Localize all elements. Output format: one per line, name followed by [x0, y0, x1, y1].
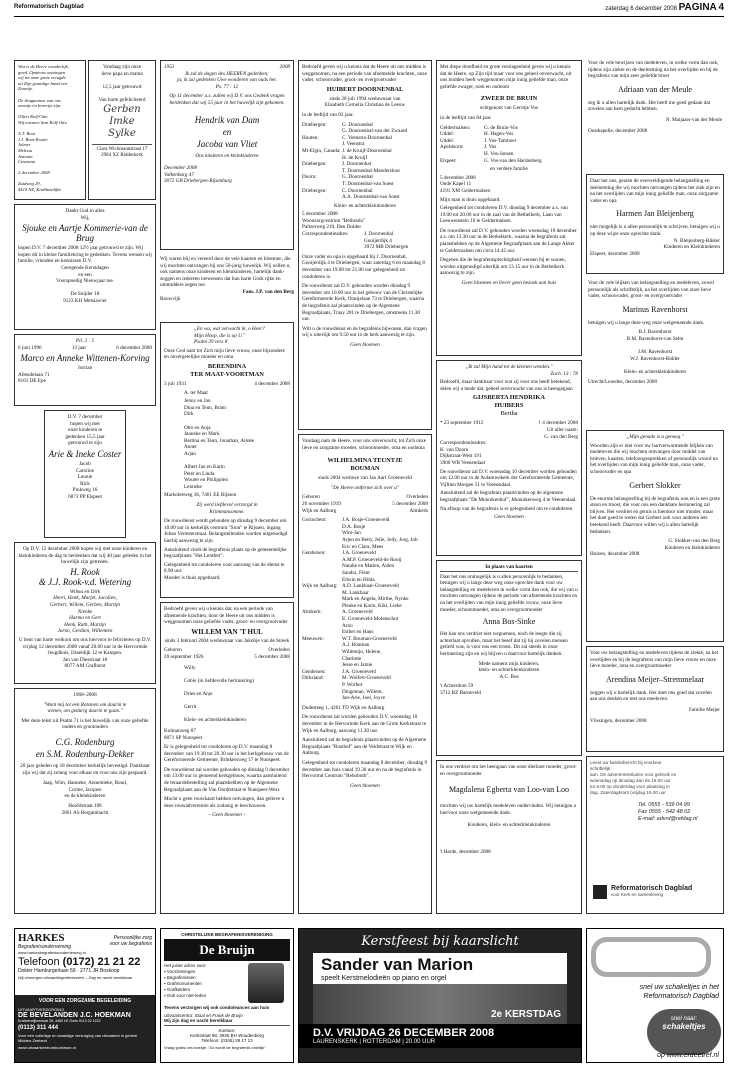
text-line: hopen wij met: [70, 420, 100, 427]
text-line: Henk, Ruth, Martijn: [64, 621, 106, 628]
text-line: Willy: [184, 664, 196, 671]
text-line: Dijkstraat-West 191: [440, 453, 482, 460]
text-line: Nienke: [77, 608, 93, 615]
obituary-bouman: Vandaag nam de Heere, voor ons onverwacht, tot Zich onze lieve en zorgzame moeder, schoonmoeder, oma en oudoma WILHELMINA TEUNTJE BOUMAN sinds 2004 weduwe van Jan Aart Groeneveld "De Heere ontferme zich over u" Geboren Overleden 26 november 1919 5 december 2008 Wijk en Aalburg Almkerk Gorinchem: J.A. Bosje-Groeneveld D.A. Bosje Wim-Jan Arjen en Betty, Jelle, Jody, Jorg, Job Eric en Clara, Mees Gendersen: J.A. Groeneveld A.M.P. Groeneveld-de Rooij Natalie en Matien, Aiden Sandra, Fleur Edwin en Hilda Wijk en Aalburg: A.D. Lankhaar-Groeneveld M. Lankhaar Mark en Angela, Mirthe, Nynke Pleuke en Karin, Kiki, Lieke Almkerk: A. Groeneveld E. Groeneveld-Molenschot Arno Esther en Hans Meeuwen: W.T. Bouman-Groeneveld A.J. Bouman Willemijn, Helene, Charlotte Jesse en Jamie Gendersen: J.A. Groeneveld Dirksland: M. Wolfert-Groeneveld P. Wolfert Dingeman, Willem, Jan-Arie, Joel, Joyce Dodesteeg 1, 4261 TD Wijk en Aalburg De rouwdienst zal worden gehouden D.V. woensdag 10 december in de Hervormde Kerk aan de Grote Kerkstraat te Wijk en Aalburg, aanvang 11.30 uur. Aansluitend zal de begrafenis plaatsvinden op de Algemene Begraafplaats "Rusthof" aan de Veldstraat te Wijk en Aalburg. Gelegenheid tot condoleren maandag 8 december, dinsdag 9 december aan huis vanaf 19.30 uur en na de begrafenis in Hervormd Centrum "Rehoboth". Geen bloemen: [298, 434, 432, 914]
text-line: Hoofdstraat 108: [68, 802, 102, 809]
text-line: en een: [78, 271, 92, 278]
text-line: Zuidweg 29,: [18, 181, 41, 187]
text-line: „En wa, wat verwacht ik, o Heer?: [194, 326, 265, 332]
text-line: getrouwd te zijn: [68, 440, 102, 447]
text-line: 't Achterdom 59: [440, 683, 474, 690]
family-row: Apeldoorn: J. Vos H. Vos-Jansen: [440, 144, 514, 157]
text-line: 2 december 2008: [18, 170, 50, 176]
family-row: Wijk en Aalburg: A.D. Lankhaar-Groeneveld M. Lankhaar Mark en Angela, Mirthe, Nynke Pleuke en Karin, Kiki, Lieke: [302, 583, 409, 609]
text-line: A.C. Bos: [499, 673, 519, 680]
text-line: Janneke en Mark: [184, 431, 220, 438]
text-line: Leonie: [77, 474, 93, 481]
obituary-doornenbal: Bedroefd geven wij u kennis dat de Heere uit ons midden is weggenomen, na een periode van afnemende krachten, onze vader, schoonvader, groot- en overgrootvader HUIBERT DOORNENBAL sinds 28 juli 1994 weduwnaar van Elisabeth Cornelia Christina de Leeuw in de leeftijd van 83 jaar. Driebergen: G. Doornenbal G. Doornenbal-van der Zwaard Houten: C. Veenstra-Doornenbal J. Veenstra Mt-Elgin, Canada: J. de Kruijf-Doornenbal H. de Kruijf Driebergen: J. Doornenbal T. Doornenbal-Mandersloot Doorn: G. Doornenbal T. Doornenbal-van Soest Driebergen: C. Doornenbal A.A. Doornenbal-van Soest Klein- en achterkleinkinderen 5 december 2008 Woonzorgcentrum "Bethesda" Paltzerweg 210, Den Dolder Correspondentieadres: J. Doornenbal Gooijerdijk 4 3972 MB Driebergen Onze vader en opa is opgebaard bij J. Doornenbal, Gooijerdijk 4 te Driebergen, waar zaterdag 6 en maandag 8 december van 19.00 tot 21.00 uur gelegenheid tot condoleren is. De rouwdienst zal D.V. gehouden worden dinsdag 9 december om 10.00 uur in het gebouw van de Christelijke Gereformeerde Kerk, Oranjelaan 73 te Driebergen, waarna de begrafenis zal plaatsvinden op de Algemene Begraafplaats, Traay 201 te Driebergen, omstreeks 11.30 uur. Wilt u de rouwdienst en de begrafenis bijwonen, dan vragen wij u uiterlijk om 9.50 uur in de kerk aanwezig te zijn. Geen bloemen: [298, 60, 432, 430]
family-row: Uddel: J. Vos-Tamboer: [440, 137, 517, 144]
text-line: Psalm 39 vers 8: [194, 339, 228, 346]
text-line: J. Doornenbal: [364, 231, 394, 238]
text-line: D.V. 7 december: [67, 414, 103, 420]
text-line: Jelmer: [18, 142, 31, 148]
text-line: Pinkweg 16: [72, 487, 98, 494]
text-line: 2861 AS Bergambacht: [61, 809, 109, 816]
text-line: "Want mij tot een Rotsteen om daarin te: [43, 701, 127, 708]
birth-announcement: [14, 60, 86, 200]
text-line: Rick: [80, 480, 90, 487]
text-line: Zij werd liefdevol verzorgd in: [196, 502, 258, 509]
text-line: Annet: [184, 444, 197, 451]
text-line: Peter en Linda: [184, 470, 215, 477]
text-line: Cassiana: [18, 159, 36, 165]
family-row: Gendersen: J.A. Groeneveld A.M.P. Groeneveld-de Rooij Natalie en Matien, Aiden Sandra, Fleur Edwin en Hilda: [302, 550, 402, 583]
text-line: A.T. Boot: [18, 131, 36, 137]
family-row: Meeuwen: W.T. Bouman-Groeneveld A.J. Bouman Willemijn, Helene, Charlotte Jesse en Jamie: [302, 635, 397, 669]
text-line: Wij noemen hem Rolf-Otto: [18, 119, 67, 125]
text-line: Jacob: [79, 460, 91, 467]
text-line: Kinderen en Kleinkinderen: [663, 244, 720, 251]
text-line: N. Bleijenberg-Bikker: [673, 237, 720, 244]
obituary-huibers: „Ik zal Mijn hand tot de kleinen wenden." Zach. 13 : 7b Bedroefd, maar dankbaar voor wat zij voor ons heeft betekend, delen wij u mede dat, geheel onverwacht van ons is heengegaan GIJSBERTA HENDRIKA HUIBERS Bertha * 23 september 1912 † 4 december 2008 Uit aller naam: G. van den Berg Correspondentieadres: K. van Doorn Dijkstraat-West 191 3906 WB Veenendaal De rouwdienst zal D.V. woensdag 10 december worden gehouden om 12.00 uur in de Aulamwekerk der Gereformeerde Gemeente, Vijftien Morgen 51 te Veenendaal. Aansluitend zal de begrafenis plaatsvinden op de algemene begraafplaats "De Munnikenhof", Munnikenweg 4 te Veenendaal. Na afloop van de begrafenis is er gelegenheid om te condoleren. Geen bloemen: [436, 360, 582, 556]
newspaper-name: Reformatorisch Dagblad: [14, 4, 84, 10]
text-line: Jan van Diesstraat 18: [62, 656, 108, 663]
text-line: 3072 GB Driebergen-Rijsenburg: [164, 178, 232, 185]
text-line: ▪ Voorzieningen: [164, 969, 196, 974]
text-line: 8161 DE Epe: [18, 378, 46, 385]
text-line: onze kinderen te: [67, 427, 103, 434]
thanks-slokker: „Mijn genade is u genoeg." Woorden zijn er niet voor uw hartverwarmende blijken van medeleven die wij mochten ontvangen door middel van brieven, kaarten, telefoongesprekken of persoonlijk woord na het overlijden van mijn innig geliefde man, onze vader, schoonvader en opa Gerbert Slokker De enorme belangstelling bij de begrafenis was en is een grote steun en troost, die voor ons een dankbare herinnering zal blijven. Het verdriet en gemis is hierdoor niet minder, maar het doet goed te weten dat Gerbert ook voor anderen iets betekend heeft. Daarvoor willen wij u allen hartelijk bedanken. G. Slokker-van den Berg Kinderen en kleinkinderen Huizen, december 2008: [586, 430, 724, 642]
text-line: Jaap, Wim, Hanneke, Annemieke, Ruud,: [42, 780, 128, 787]
text-line: [18, 285, 152, 292]
text-line: Van harte gefeliciteerd: [98, 96, 146, 103]
family-row: Driebergen: J. Doornenbal T. Doornenbal-Mandersloot: [302, 161, 400, 174]
text-line: Ps. 77 : 12: [215, 83, 239, 90]
obituary-van-t-hul: Bedroefd geven wij u kennis dat, na een periode van afnemende krachten, door de Heere uit ons midden is weggenomen onze geliefde vader, groot- en overgrootvader WILLEM VAN 'T HUL sinds 3 februari 2004 weduwnaar van Jakobje van de Streek Geboren Overleden 20 september 1926 5 december 2008 Willy Cobie (in liefdevolle herinnering) Dries en Anje Gerrit Klein- en achterkleinkinderen Kolmanweg 87 8071 SP Nunspeet Er is gelegenheid tot condoleren op D.V. maandag 8 december van 19.30 tot 20.30 uur in het kerkgebouw van de Gereformeerde Gemeente, Brinkersweg 17 te Nunspeet. De rouwdienst zal worden gehouden op dinsdag 9 december om 13.00 uur in genoemd kerkgebouw, waarna aansluitend de teraardebestelling zal plaatshebben op de Algemene Begraafplaats aan de Van Oordtstraat te Nunspeet-West. Mocht u geen rouwkaart hebben ontvangen, dan gelieve u deze rouwadvertentie als zodanig te beschouwen. – Geen bloemen –: [160, 602, 294, 914]
obituary-ter-maat: „En wa, wat verwacht ik, o Heer? Mijn Hoop, die is op U." Psalm 39 vers 8 Onze God nam tot Zich mijn lieve vrouw, onze bijzondere en onvergetelijke moeder en oma BERENDINA TER MAAT-VOORTMAN 3 juli 1931 4 december 2008 A. ter Maat Jenny en Jan Dina en Teun, Bram Dirk Otto en Anja Janneke en Mark Bertina en Teun, Jonathan, Aimée Annet Arjan Albert Jan en Karin Peter en Linda Wouter en Philippien Lenneke Markoleeweg 36, 7461 EE Rijssen Zij werd liefdevol verzorgd in Krimmansomme. De rouwdienst wordt gehouden op dinsdag 9 december om 10.00 uur in kerkelijk centrum "Sion" te Rijssen, ingang Johan Vermeerstraat. Belangstellenden worden uitgenodigd hierbij aanwezig te zijn. Aansluitend vindt de begrafenis plaats op de gemeentelijke begraafplaats "Het Lentfert". Gelegenheid tot condoleren voor aanvang van de dienst te 8.90 uur. Moeder is thuis opgebaard.: [160, 322, 294, 598]
text-line: Henri, Henk, Marjet, Jacolien,: [53, 595, 117, 602]
text-line: tot 9.00 op donderdag voor plaatsing in: [590, 784, 670, 789]
text-line: 3906 WB Veenendaal: [440, 459, 486, 466]
erdee-schakeltjes-ad: snel uw schakeltjes in het Reformatorisch Dagblad snel naar: schakeltjes op www.erdeetref.nl: [586, 928, 724, 1063]
sander-van-marion-ad: Kerstfeest bij kaarslicht Sander van Marion speelt Kerstmelodieën op piano en orgel 2e KERSTDAG D.V. VRIJDAG 26 DECEMBER 2008 LAURENSKERK | ROTTERDAM | 20.00 UUR: [298, 928, 582, 1063]
family-row: Driebergen: C. Doornenbal A.A. Doornenbal-van Soest: [302, 187, 400, 201]
text-line: Mede namens mijn kinderen,: [478, 660, 540, 667]
text-line: uit Zijn genadige hand een: [18, 80, 68, 86]
flame-icon: [248, 963, 284, 1003]
text-line: 12,5 jaar getrouwd: [102, 83, 142, 90]
family-row: Houten: C. Veenstra-Doornenbal J. Veenstra: [302, 134, 393, 148]
text-line: Lenneke: [184, 483, 202, 490]
text-line: ▪ Begrafenissen: [164, 975, 196, 980]
text-line: Sylke: [108, 127, 136, 139]
text-line: Voorspoedig Nieuwjaar toe.: [56, 278, 114, 285]
text-line: [92, 77, 152, 84]
text-line: Gerrit: [184, 704, 197, 711]
rd-contact-box: Leest uw familiebericht bij voorkeur schriftelijk aan. De advertentiesluiten voor gebruik en woensdag op dinsdag aan de 16.00 uur tot 9.00 op donderdag voor plaatsing in dag. Zaterdagkrant (vrijdag 18.00 uur Tel. 0555 - 539 04 99 Fax 0555 - 542 48 02 E-mail: advrd@refdag.nl Reformatorisch Dagblad voor Kerk en samenleving: [586, 756, 724, 914]
text-line: 9123 KH Metslawier: [63, 297, 107, 304]
text-line: Olfert Rolf-Otto: [18, 114, 48, 120]
text-line: Leest uw familiebericht bij voorkeur schriftelijk: [590, 760, 662, 771]
text-line: Klein- en achterkleinkinderen: [184, 717, 246, 724]
text-line: Arjan: [184, 450, 196, 457]
anniversary-kommerie: Dankt God in alles Wij, Sjouke en Aartje Kommerie-van de Brug hopen D.V. 7 december 2008 12½ jaar getrouwd te zijn. Wij hopen dit in kleine familiekring te gedenken. Tevens wensen wij familie, vrienden en kennissen D.V. Geregende Kerstdagen en een Voorspoedig Nieuwjaar toe. De Snijder 18 9123 KH Metslawier: [14, 204, 156, 330]
text-line: voor uw begrafenis: [109, 941, 152, 947]
family-row: Driebergen: G. Doornenbal G. Doornenbal-van der Zwaard: [302, 121, 408, 135]
text-line: en de kleinkinderen: [64, 793, 106, 800]
harkes-ad: HARKES Begrafenisonderneming Persoonlijke zorg voor uw begrafenis www.harkesbegrafenisonderneming.nl Telefoon (0172) 21 21 22 Dokter Hamburgerlaan 59 · 2771 JR Boskoop Wij verzorgen uitvaartbegrafenisseen – Dag en nacht bereikbaar VOOR EEN ZORGZAME BEGELEIDING UITVAARTVERZORGING DE BEVELANDEN J.C. HOEKMAN Krabbendijkestraat 28, 4460 HJ Goes 0113 22 2222 (0113) 311 444 Voor een volledige en waardige verzorging van uitvaarten in geheel Midden-Zeeland www.uitvaartcentrumhoekman.nl: [14, 928, 156, 1063]
text-line: [184, 418, 290, 425]
text-line: [184, 698, 290, 705]
text-line: klein- en achterkleinkinderen: [478, 667, 540, 674]
thanks-meijer: Voor uw belangstelling en medeleven tijdens de ziekte, na het overlijden en bij de begrafenis van mijn lieve vrouw en onze lieve moeder, oma en overgrootmoeder Arendina Meijer–Stremmelaar zeggen wij u hartelijk dank. Het doet ons goed dat zovelen aan ons denken en met ons meeleven. Familie Meijer Vlissingen, december 2008: [586, 646, 724, 752]
anniversary-coster: D.V. 7 december hopen wij met onze kinderen te gedenken 15,5 jaar getrouwd te zijn Arie & Ineke Coster Jacob Caroline Leonie Rick Pinkweg 16 6873 PP Elspeet: [44, 410, 126, 538]
chain-icon: [591, 937, 711, 977]
text-line: Oude Kapel 11: [440, 181, 472, 188]
thanks-bleijenberg: Daar het ons, gezien de overweldigende belangstelling en deelneming die wij mochten ontvangen tijdens het ziek zijn en na het overlijden van mijn innig geliefde man, onze zorgzame vader en opa Harmen Jan Bleijenberg niet mogelijk is u allen persoonlijk te schrijven, betuigen wij u op deze wijze onze oprechte dank. N. Bleijenberg-Bikker Kinderen en Kleinkinderen Elspeet, december 2008: [586, 174, 724, 274]
text-line: Wilma en Dirk: [69, 588, 101, 595]
text-line: J.M. Ravenhorst: [637, 349, 673, 356]
text-line: Clara Wichmannstraat 17: [96, 146, 148, 152]
text-line: ja, ik zal gedenken Uwe wonderen van ouds her.: [177, 77, 277, 84]
text-line: Ik zal de dagen des HEEREN gedenken;: [185, 70, 269, 77]
text-line: wonen, om gedurig daarin te gaan.": [47, 708, 123, 715]
text-line: Gooijerdijk 4: [364, 237, 392, 244]
text-line: De dragmanen van ons: [18, 97, 61, 103]
text-line: W.J. Ravenhorst-Ridder: [630, 355, 680, 362]
text-line: 3972 MB Driebergen: [364, 244, 409, 251]
text-line: 6873 PP Elspeet: [68, 493, 102, 500]
text-line: Dirk: [184, 411, 194, 418]
text-line: Jenny en Jan: [184, 398, 211, 405]
text-line: lieve papa en mama: [101, 70, 143, 77]
text-line: Imke: [109, 115, 135, 127]
text-line: B.J. Ravenhorst: [638, 329, 672, 336]
anniversary-van-dam: 1953 2008 Ik zal de dagen des HEEREN gedenken; ja, ik zal gedenken Uwe wonderen van ouds her. Ps. 77 : 12 Op 11 december a.s. zullen wij D.V. ons Gedenk vragen herdenken dat wij 55 jaar in het huwelijk zijn gekomen. Hendrik van Dam en Jacoba van Vliet Ons kinderen en kleinkinderen December 2008 Valkenburg 47 3072 GB Driebergen-Rijsenburg: [160, 60, 294, 250]
family-row: Mt-Elgin, Canada: J. de Kruijf-Doornenbal H. de Kruijf: [302, 147, 392, 161]
text-line: Persoonlijke zorg: [113, 935, 152, 941]
rd-logo-icon: [593, 885, 607, 899]
page-header: [14, 2, 724, 17]
text-line: Gerben: [103, 103, 141, 115]
anniversary-rodenburg: 1968–2008 "Want mij tot een Rotsteen om daarin te wonen, om gedurig daarin te gaan." Met deze tekst uit Psalm 71 is het huwelijk van onze geliefde ouders en grootouders C.G. Rodenburg en S.M. Rodenburg-Dekker 20 jaar geleden op 18 december kerkelijk bevestigd. Dankbaar zijn wij dat zij zolang voor elkaar en voor ons zijn gespaard. Jaap, Wim, Hanneke, Annemieke, Ruud, Corine, Jacques en de kleinkinderen Hoofdstraat 108 2861 AS Bergambacht: [14, 688, 156, 914]
text-line: Melissa: [18, 147, 33, 153]
text-line: gedenken 15,5 jaar: [65, 433, 105, 440]
text-line: 4191 XM Geldermalsen: [440, 187, 491, 194]
text-line: Wouter en Philippien: [184, 477, 228, 484]
thanks-bos-sinke: In plaats van kaarten Daar het ons onmogelijk is u allen persoonlijk te bedanken, betuigen wij u langs deze weg onze oprechte dank voor uw belangstelling en medeleven in welke vorm dan ook, die wij van u mochten ontvangen tijdens de periode van afnemende krachten en na het overlijden van mijn innig geliefde vrouw, onze lieve moeder, schoonmoeder, oma en overgrootmoeder Anna Bos-Sinke Het kan ons verdriet niet wegnemen, noch de leegte die zij achterlaat opvullen, maar het besef dat zij bij zovelen mensen geliefd was, is voor ons een troost. Dit zal steeds in onze herinnering zijn en wij blijven u daarvoor hartelijk danken. Mede namens mijn kinderen, klein- en achterkleinkinderen A.C. Bos 't Achterdom 59 3712 BZ Barneveld: [436, 560, 582, 756]
text-line: 4419 NZ, Krabbendijke: [18, 187, 62, 193]
text-line: goed. Opnieuw ontvingen: [18, 69, 66, 75]
text-line: ▪ Ook voor niet-leden: [164, 993, 207, 998]
family-row: Dirksland: M. Wolfert-Groeneveld P. Wolfert Dingeman, Willem, Jan-Arie, Joel, Joyce: [302, 675, 391, 702]
text-line: Zoontje.: [18, 86, 34, 92]
text-line: woensdag op dinsdag aan de 16.00 uur: [590, 778, 671, 783]
text-line: Klein- en achterkleinkinderen: [624, 368, 686, 375]
text-line: aan. De advertentiesluiten voor gebruik en: [590, 772, 677, 777]
text-line: Reformatorisch Dagblad: [643, 993, 719, 1000]
family-row: Gorinchem: J.A. Bosje-Groeneveld D.A. Bosje Wim-Jan Arjen en Betty, Jelle, Jody, Jorg, Job Eric en Clara, Mees: [302, 517, 418, 550]
page-date: zaterdag 6 december 2008 PAGINA 4: [605, 2, 724, 13]
text-line: wij tot onze grote vreugde: [18, 75, 66, 81]
family-row: Gendersen: J.A. Groeneveld: [302, 668, 376, 675]
text-line: ▪ Grafkelders: [164, 987, 191, 992]
text-line: Geregende Kerstdagen: [61, 264, 109, 271]
text-line: [184, 711, 290, 718]
text-line: 8077 AM Grafhorst: [64, 663, 106, 670]
text-line: 8071 SP Nunspeet: [164, 734, 203, 741]
text-line: snel uw schakeltjes in het: [639, 984, 719, 991]
text-line: Corine, Jacques: [68, 786, 102, 793]
family-row: Geldermalsen: G. de Bruin-Vos: [440, 124, 518, 131]
text-line: zoontje en broertje zijn:: [18, 103, 62, 109]
text-line: [92, 90, 152, 97]
text-line: Gerbert, Willem, Gerben, Martijn: [49, 601, 121, 608]
text-line: Krimmansomme.: [209, 508, 245, 515]
text-line: Allendelaan 71: [18, 371, 50, 378]
text-line: [588, 343, 722, 350]
text-line: Jarno, Gerdien, Willemien: [57, 628, 113, 635]
text-line: dag. Zaterdagkrant (vrijdag 18.00 uur: [590, 790, 666, 795]
text-line: Caroline: [76, 467, 94, 474]
anniversary-card: [88, 60, 156, 200]
text-line: Antonia: [18, 153, 33, 159]
text-line: Wat is de Heere wonderlijk,: [18, 64, 69, 69]
obituary-de-bruin: Met diepe droefheid en grote verslagenheid geven wij u kennis dat de Heere, op Zijn tijd maar voor ons geheel onverwacht, uit ons midden heeft weggenomen mijn innig geliefde man, onze geliefde zwager, oom en oudoom ZWEER DE BRUIN echtgenoot van Gerritje Vos in de leeftijd van 84 jaar. Geldermalsen: G. de Bruin-Vos Uddel: H. Hagen-Vos Uddel: J. Vos-Tamboer Apeldoorn: J. Vos H. Vos-Jansen Elspeet: G. Vos-van den Hardenberg en verdere familie 5 december 2008 Oude Kapel 11 4191 XM Geldermalsen Mijn man is thuis opgebaard. Gelegenheid tot condoleren D.V. dinsdag 9 december a.s. van 19.00 tot 20.00 uur in de zaal van de Bethelkerk, Laan van Leeuwenstein 10 te Geldermalsen. De rouwdienst zal D.V. gehouden worden woensdag 10 december a.s. om 13.30 uur in de Bethelkerk, waarna de begrafenis zal plaatshebben op de Algemene Begraafplaats aan de Lange Akker te Geldermalsen om circa 14.45 uur. Degenen die de begrafenisplechtigheid wensen bij te wonen, worden uitgenodigd uiterlijk om 13.15 uur in de Bethelkerk aanwezig te zijn. Geen bloemen en liever geen bezoek aan huis: [436, 60, 582, 356]
text-line: [588, 362, 722, 369]
de-bruijn-ad: CHRISTELIJKE BEGRAFENISVERENIGING De Bruijn Het juiste adres voor: ▪ Voorzieningen ▪ Begrafenissen ▪ Grafmonumenten ▪ Grafkelders ▪ Ook voor niet-leden Tevens verzorgen wij ook condoleances aan huis Uitvaartcentra: Staal en Frank de Bruijn Wij zijn dag en nacht bereikbaar Kantoor: Kerkstraat 98, 3925 BH Woudenberg Telefoon: (0346) 28 17 13 Vraag gratis ons boekje: "Zo wordt de begrafenis ordelijk": [160, 928, 294, 1063]
text-line: Mijn Hoop, die is op U.": [194, 332, 246, 339]
family-row: Elspeet: G. Vos-van den Hardenberg: [440, 157, 542, 164]
text-line: Bertina en Teun, Jonathan, Aimée: [184, 437, 255, 444]
text-line: Otto en Anja: [184, 424, 211, 431]
family-row: Almkerk: A. Groeneveld E. Groeneveld-Molenschot Arno Esther en Hans: [302, 609, 399, 636]
text-line: Kolmanweg 87: [164, 727, 196, 734]
family-row: Doorn: G. Doornenbal T. Doornenbal-van Soest: [302, 174, 394, 187]
thanks-van-der-meule: Voor de vele bewijzen van medeleven, in welke vorm dan ook, tijdens zijn ziekte en de deelneming na het overlijden en bij de begrafenis van mijn zeer geliefde broer Adriaan van der Meule zeg ik u allen hartelijk dank. Het heeft me goed gedaan dat zovelen aan hem gedacht hebben. N. Maljaars-van der Meule Oostkapelle, december 2008: [588, 60, 722, 134]
text-line: Cobie (in liefdevolle herinnering): [184, 677, 254, 684]
anniversary-rook: Op D.V. 12 december 2008 hopen wij met onze kinderen en kleinkinderen de dag te herdenken dat wij 40 jaar geleden in het huwelijk zijn getreden. H. Rook & J.J. Rook-v.d. Wetering Wilma en Dirk Henri, Henk, Marjet, Jacolien, Gerbert, Willem, Gerben, Martijn Nienke Harma en Gert Henk, Ruth, Martijn Jarno, Gerdien, Willemien U bent van harte welkom om ons hiervoor te feliciteren op D.V. vrijdag 12 december 2008 vanaf 20.00 uur in de Hervormde Jeugdhuis, IJsseldijk 12 te Kampen. Jan van Diesstraat 18 8077 AM Grafhorst: [14, 542, 156, 684]
text-line: Vandaag zijn onze: [102, 64, 142, 70]
anniversary-wittenen: Pil. 2 : 5 6 juni 1996 13 jaar 6 december 2008 Marco en Anneke Wittenen-Korving Jurrian Allendelaan 71 8161 DE Epe: [14, 334, 156, 406]
thanks-ravenhorst: Voor de vele blijken van belangstelling en medeleven, zowel persoonlijk als schriftelijk, na het overlijden van onze lieve vader, schoonvader, groot- en overgrootvader Marinus Ravenhorst betuigen wij u langs deze weg onze welgemeende dank. B.J. Ravenhorst B.M. Ravenhorst-van Selm J.M. Ravenhorst W.J. Ravenhorst-Ridder Klein- en achterkleinkinderen Utrecht/Leusden, december 2008: [586, 278, 724, 426]
text-line: K. van Doorn: [440, 446, 469, 453]
text-line: 3712 BZ Barneveld: [440, 689, 481, 696]
family-row: Uddel: H. Hagen-Vos: [440, 131, 514, 138]
text-line: Harma en Gert: [69, 615, 101, 622]
thanks-van-den-berg: Wij waren blij en vereerd door de vele kaarten en bloemen, die wij mochten ontvangen bij ons 50-jarig huwelijk. Wij willen u, ook namens onze kinderen en kleinkinderen, hartelijk dank-zeggen en iedereen toewensen dat hun harte Gods rijke en ommiddere zegen toe. Fam. J.P. van den Berg Rouwvijk: [160, 256, 294, 302]
thanks-van-loo: In ons verdriet om het heengaan van onze dierbare moeder, groot- en overgrootmoeder Magdalena Egberta van Loo-van Loo mochten wij uw hartelijk medeleven ondervinden. Wij betuigen u hiervoor onze welgemeende dank. Kinderen, klein- en achterkleinkinderen 't Harde, december 2008: [436, 760, 582, 914]
text-line: Albert Jan en Karin: [184, 464, 225, 471]
text-line: [184, 458, 290, 465]
text-line: Dries en Anje: [184, 690, 213, 697]
text-line: J.J. Boot-Koster: [18, 136, 48, 142]
text-line: Valkenburg 47: [164, 171, 194, 178]
text-line: 2984 XZ Ridderkerk: [101, 152, 143, 158]
text-line: ▪ Grafmonumenten: [164, 981, 202, 986]
text-line: Dina en Teun, Bram: [184, 404, 226, 411]
text-line: [184, 684, 290, 691]
text-line: [184, 671, 290, 678]
text-line: B.M. Ravenhorst-van Selm: [626, 335, 684, 342]
text-line: De Snijder 18: [70, 291, 100, 298]
